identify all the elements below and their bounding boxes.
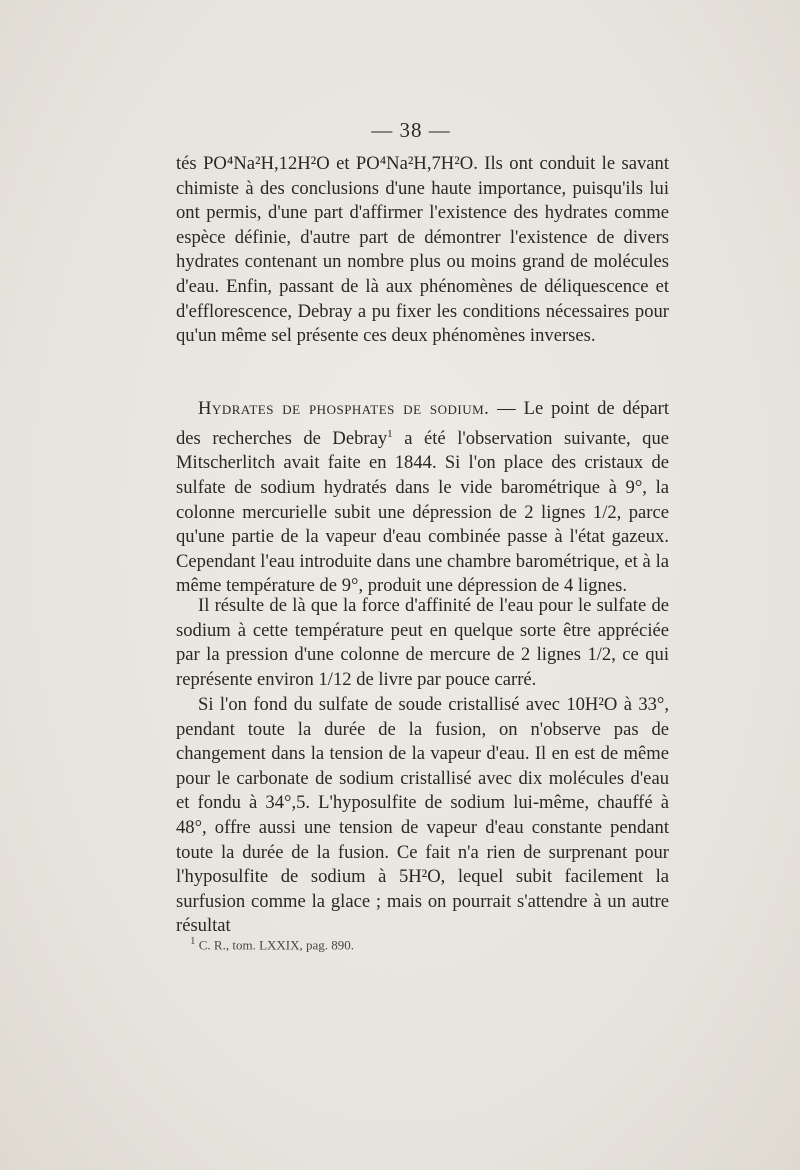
paragraph-text: Il résulte de là que la force d'affinité de l'eau pour le sulfate de sodium à cette température peut en quelque sorte être appréciée par la pression d'une colonne de mercure de 2 lignes 1/2, ce qui représente environ 1/12 de livre par pouce carré.	[176, 595, 669, 690]
page-number: — 38 —	[371, 118, 451, 142]
paragraph-phosphates-section	[176, 397, 669, 599]
footnote-reference: 1	[387, 427, 393, 440]
footnote-text: C. R., tom. LXXIX, pag. 890.	[198, 937, 355, 953]
section-heading: Hydrates de phosphates de sodium.	[198, 398, 490, 419]
paragraph-text-after-ref: a été l'observation suivante, que Mitscherlitch avait faite en 1844. Si l'on place des cristaux de sulfate de sodium hydratés dans le vide barométrique à 9°, la colonne mercurielle subit une dépression de 2 lignes 1/2, parce qu'une partie de la vapeur d'eau combinée passe à l'état gazeux. Cependant l'eau introduite dans une chambre barométrique, et à la même température de 9°, produit une dépression de 4 lignes.	[176, 427, 669, 597]
footnote	[190, 935, 354, 953]
paragraph-affinity	[176, 594, 669, 692]
paragraph-text: Si l'on fond du sulfate de soude cristallisé avec 10H²O à 33°, pendant toute la durée de la fusion, on n'observe pas de changement dans la tension de la vapeur d'eau. Il en est de même pour le carbonate de sodium cristallisé avec dix molécules d'eau et fondu à 34°,5. L'hyposulfite de sodium lui-même, chauffé à 48°, offre aussi une tension de vapeur d'eau constante pendant toute la durée de la fusion. Ce fait n'a rien de surprenant pour l'hyposulfite de sodium à 5H²O, lequel subit facilement la surfusion comme la glace ; mais on pourrait s'attendre à un autre résultat	[176, 694, 669, 937]
footnote-marker: 1	[190, 935, 196, 947]
paragraph-hydrates-intro	[176, 152, 669, 349]
paragraph-fusion	[176, 693, 669, 939]
paragraph-body	[176, 397, 669, 599]
paragraph-text-before-ref: — Le point de départ des recherches de Debray	[176, 398, 669, 449]
paragraph-text: tés PO⁴Na²H,12H²O et PO⁴Na²H,7H²O. Ils ont conduit le savant chimiste à des conclusions d'une haute importance, puisqu'ils lui ont permis, d'une part d'affirmer l'existence des hydrates comme espèce définie, d'autre part de démontrer l'existence de divers hydrates contenant un nombre plus ou moins grand de molécules d'eau. Enfin, passant de là aux phénomènes de déliquescence et d'efflorescence, Debray a pu fixer les conditions nécessaires pour qu'un même sel présente ces deux phénomènes inverses.	[176, 153, 669, 347]
